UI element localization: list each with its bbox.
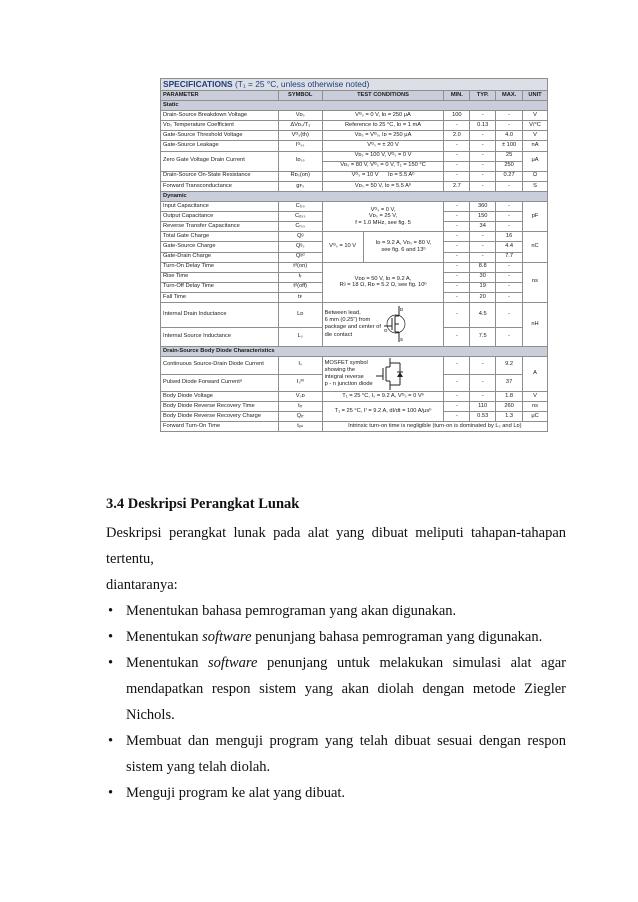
table-row: Rise Time tᵣ - 30 -	[161, 272, 548, 282]
header-parameter: PARAMETER	[161, 91, 279, 101]
table-row: Body Diode Voltage Vₛᴅ T₁ = 25 °C, Iₛ = 9.2 A, Vᴳₛ = 0 Vᵇ - - 1.8 V	[161, 392, 548, 402]
svg-text:D: D	[399, 307, 404, 313]
table-row: Body Diode Reverse Recovery Time tᵣᵣ T₁ = 25 °C, Iᶠ = 9.2 A, dI/dt = 100 A/μsᵇ - 110 260 ns	[161, 402, 548, 412]
steps-list	[106, 598, 566, 806]
table-row: Input Capacitance Cᵢₛₛ Vᴳₛ = 0 V, Vᴅₛ = 25 V, f = 1.0 MHz, see fig. 5 - 360 - pF	[161, 202, 548, 212]
table-row: Fall Time tꜰ - 20 -	[161, 292, 548, 302]
intro-paragraph	[106, 520, 566, 598]
section-heading: 3.4 Deskripsi Perangkat Lunak	[106, 496, 300, 512]
table-row: Vᴅₛ = 80 V, Vᴳₛ = 0 V, T₁ = 150 °C - - 250	[161, 161, 548, 171]
table-row: Gate-Source Threshold Voltage Vᴳₛ(th) Vᴅₛ = Vᴳₛ, Iᴅ = 250 μA 2.0 - 4.0 V	[161, 131, 548, 141]
table-row: Drain-Source Breakdown Voltage Vᴅₛ Vᴳₛ = 0 V, Iᴅ = 250 μA 100 - - V	[161, 111, 548, 121]
section-software-description	[106, 496, 566, 806]
section-row-diode: Drain-Source Body Diode Characteristics	[161, 346, 548, 356]
table-row: Turn-On Delay Time tᵈ(on) Vᴅᴅ = 50 V, Iᴅ = 9.2 A, Rᵍ = 18 Ω, Rᴅ = 5.2 Ω, see fig. 10ᵇ - 8.8 - ns	[161, 262, 548, 272]
list-item: • Menentukan software penunjang bahasa pemrograman yang digunakan.	[106, 624, 566, 650]
table-row: Gate-Drain Charge Qᵍᵈ - - 7.7	[161, 252, 548, 262]
mosfet-symbol-icon	[384, 306, 414, 342]
header-symbol: SYMBOL	[278, 91, 322, 101]
header-max: MAX.	[496, 91, 523, 101]
table-row: Reverse Transfer Capacitance Cᵣₛₛ - 34 -	[161, 222, 548, 232]
section-row-static: Static	[161, 101, 548, 111]
table-row: Gate-Source Charge Qᵍₛ - - 4.4	[161, 242, 548, 252]
list-item: • Menentukan bahasa pemrograman yang akan digunakan.	[106, 598, 566, 624]
table-row: Output Capacitance Cₒₛₛ - 150 -	[161, 212, 548, 222]
table-row: Turn-Off Delay Time tᵈ(off) - 19 -	[161, 282, 548, 292]
table-row: Drain-Source On-State Resistance Rᴅₛ(on) Vᴳₛ = 10 V Iᴅ = 5.5 Aᵇ - - 0.27 Ω	[161, 171, 548, 181]
table-title-row	[161, 79, 548, 91]
table-row: Zero Gate Voltage Drain Current Iᴅₛₛ Vᴅₛ = 100 V, Vᴳₛ = 0 V - - 25 μA	[161, 151, 548, 161]
list-item: • Menentukan software penunjang untuk melakukan simulasi alat agar mendapatkan respon sistem yang akan diolah dengan metode Ziegler Nichols.	[106, 650, 566, 728]
table-row: Body Diode Reverse Recovery Charge Qᵣᵣ - 0.53 1.3 μC	[161, 412, 548, 422]
svg-text:G: G	[383, 328, 388, 334]
table-title: SPECIFICATIONS	[163, 79, 233, 90]
header-typ: TYP.	[470, 91, 496, 101]
table-row: Internal Drain Inductance Lᴅ Between lead, 6 mm (0.25") from package and center of die contact D G S - 4.5 - nH	[161, 302, 548, 327]
table-row: Continuous Source-Drain Diode Current Iₛ MOSFET symbol showing the integral reverse p - n junction diode - - 9.2 A	[161, 357, 548, 375]
bullet-icon: •	[108, 629, 114, 645]
table-row: Gate-Source Leakage Iᴳₛₛ Vᴳₛ = ± 20 V - - ± 100 nA	[161, 141, 548, 151]
mosfet-diode-symbol-icon	[376, 358, 406, 390]
table-row: Pulsed Diode Forward Currentᵃ Iₛᴹ - - 37	[161, 374, 548, 392]
table-row: Internal Source Inductance Lₛ - 7.5 -	[161, 327, 548, 346]
svg-text:S: S	[399, 337, 403, 343]
header-min: MIN.	[444, 91, 470, 101]
bullet-icon: •	[108, 785, 114, 801]
section-row-dynamic: Dynamic	[161, 191, 548, 201]
table-row: Total Gate Charge Qᵍ Vᴳₛ = 10 V Iᴅ = 9.2 A, Vᴅₛ = 80 V, see fig. 6 and 13ᵇ - - 16 nC	[161, 232, 548, 242]
bullet-icon: •	[108, 603, 114, 619]
bullet-icon: •	[108, 733, 114, 749]
list-item: • Menguji program ke alat yang dibuat.	[106, 780, 566, 806]
table-title-note: (T₁ = 25 °C, unless otherwise noted)	[234, 79, 370, 90]
list-item: • Membuat dan menguji program yang telah dibuat sesuai dengan respon sistem yang telah diolah.	[106, 728, 566, 780]
table-row: Vᴅₛ Temperature Coefficient ΔVᴅₛ/T₁ Reference to 25 °C, Iᴅ = 1 mA - 0.13 - V/°C	[161, 121, 548, 131]
intro-line-2: diantaranya:	[106, 577, 178, 593]
table-row: Forward Turn-On Time tₒₙ Intrinsic turn-on time is negligible (turn-on is dominated by Lₛ and Lᴅ)	[161, 422, 548, 432]
header-test-conditions: TEST CONDITIONS	[322, 91, 444, 101]
header-unit: UNIT	[523, 91, 548, 101]
specifications-table	[160, 78, 548, 432]
bullet-icon: •	[108, 655, 114, 671]
intro-line-1: Deskripsi perangkat lunak pada alat yang dibuat meliputi tahapan-tahapan tertentu,	[106, 525, 566, 567]
table-header-row	[161, 91, 548, 101]
table-row: Forward Transconductance gꜰₛ Vᴅₛ = 50 V, Iᴅ = 5.5 Aᵇ 2.7 - - S	[161, 181, 548, 191]
